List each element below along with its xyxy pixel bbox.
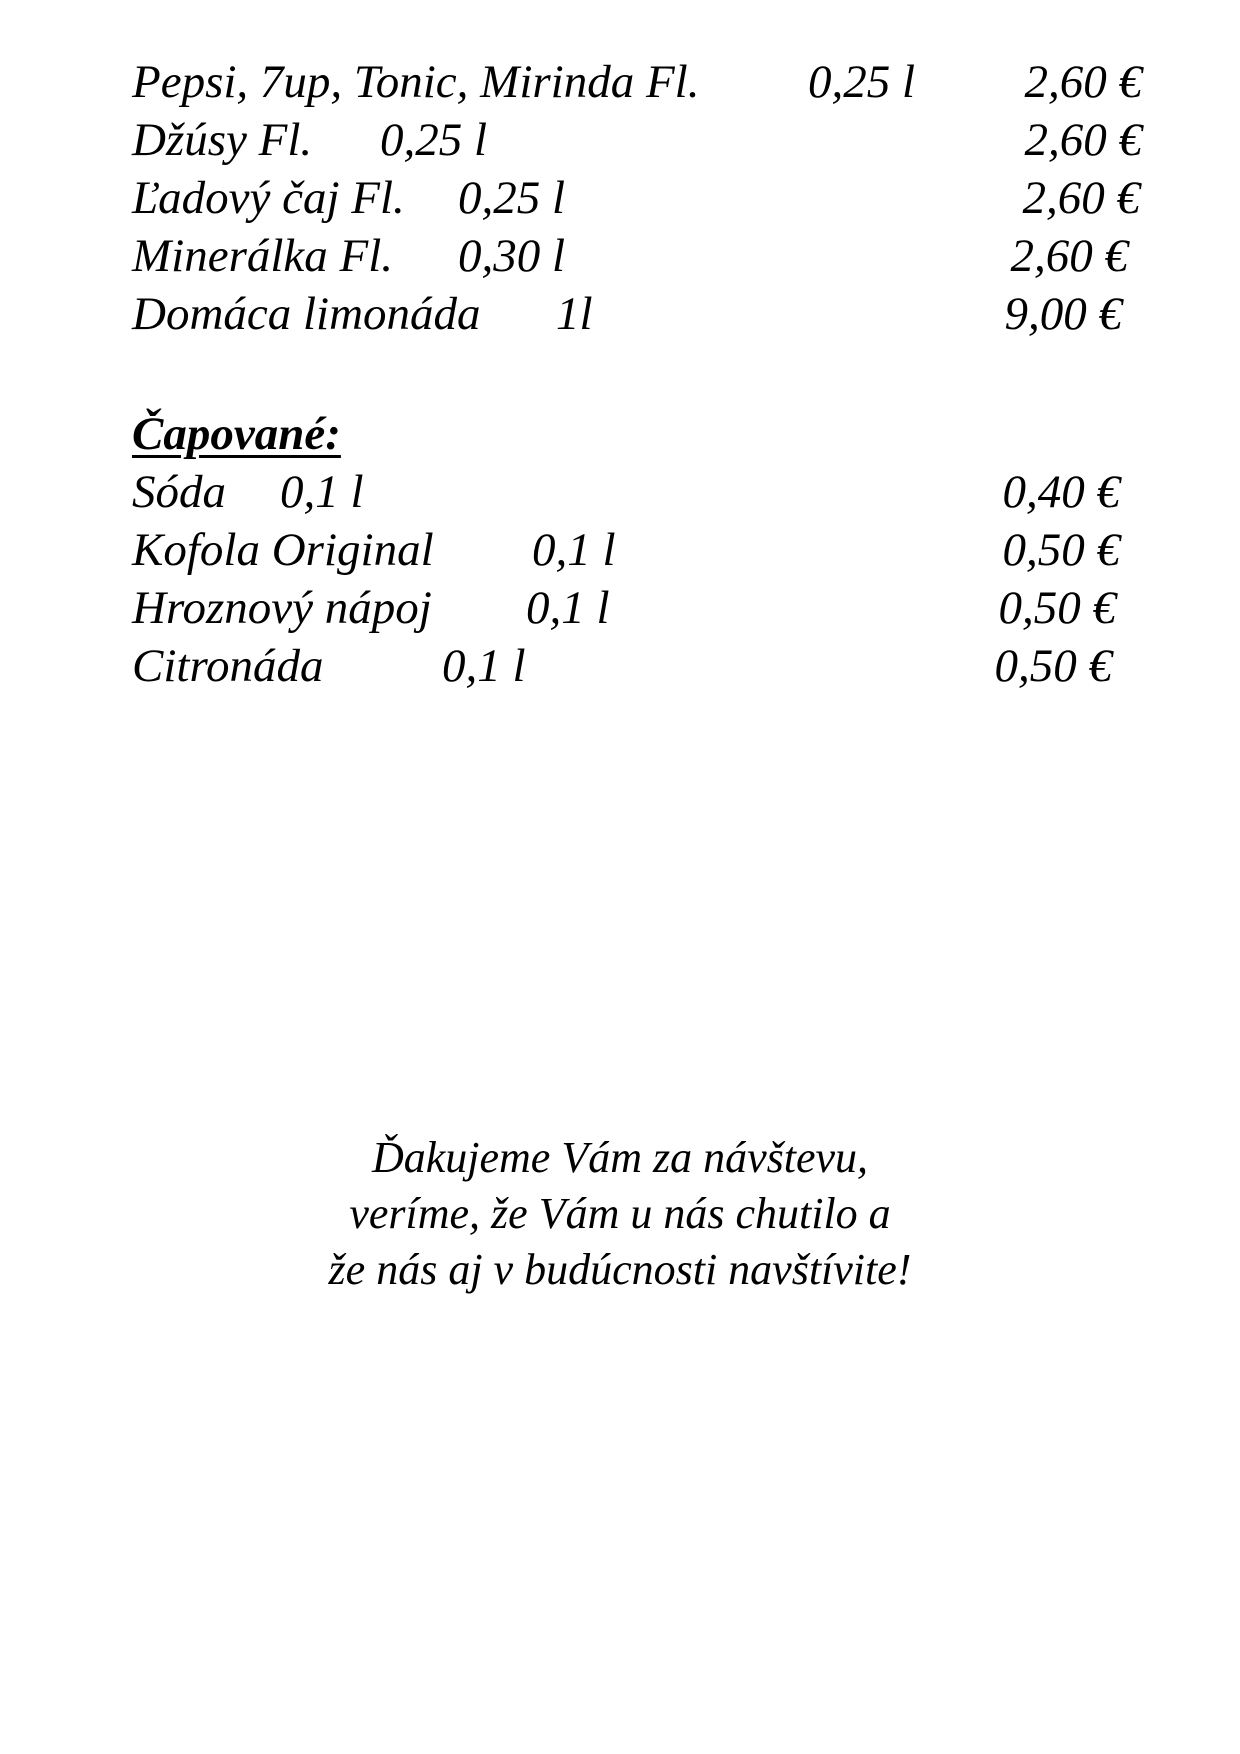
item-price: 2,60 € xyxy=(1024,114,1142,166)
item-name: Citronáda xyxy=(132,640,324,692)
item-price: 2,60 € xyxy=(1024,56,1142,108)
item-price: 0,40 € xyxy=(1002,466,1120,518)
section-heading-capovane: Čapované: xyxy=(132,408,341,460)
item-price: 0,50 € xyxy=(1002,524,1120,576)
item-name: Domáca limonáda xyxy=(132,288,481,340)
item-volume: 0,25 l xyxy=(458,172,566,224)
item-volume: 0,1 l xyxy=(532,524,616,576)
item-name: Hroznový nápoj xyxy=(132,582,432,634)
item-volume: 0,30 l xyxy=(458,230,566,282)
item-name: Pepsi, 7up, Tonic, Mirinda Fl. xyxy=(132,56,700,108)
item-volume: 1l xyxy=(556,288,593,340)
item-volume: 0,1 l xyxy=(280,466,364,518)
item-price: 2,60 € xyxy=(1022,172,1140,224)
item-volume: 0,1 l xyxy=(526,582,610,634)
thank-you-line: že nás aj v budúcnosti navštívite! xyxy=(328,1245,912,1294)
thank-you-note xyxy=(0,1130,1240,1298)
item-volume: 0,25 l xyxy=(808,56,916,108)
item-name: Sóda xyxy=(132,466,226,518)
item-name: Kofola Original xyxy=(132,524,434,576)
item-price: 2,60 € xyxy=(1010,230,1128,282)
item-volume: 0,1 l xyxy=(442,640,526,692)
thank-you-line: Ďakujeme Vám za návštevu, xyxy=(371,1133,869,1182)
item-name: Ľadový čaj Fl. xyxy=(132,172,405,224)
item-price: 9,00 € xyxy=(1004,288,1122,340)
thank-you-line: veríme, že Vám u nás chutilo a xyxy=(349,1189,891,1238)
item-name: Minerálka Fl. xyxy=(132,230,394,282)
item-price: 0,50 € xyxy=(994,640,1112,692)
item-price: 0,50 € xyxy=(998,582,1116,634)
item-volume: 0,25 l xyxy=(380,114,488,166)
item-name: Džúsy Fl. xyxy=(132,114,313,166)
